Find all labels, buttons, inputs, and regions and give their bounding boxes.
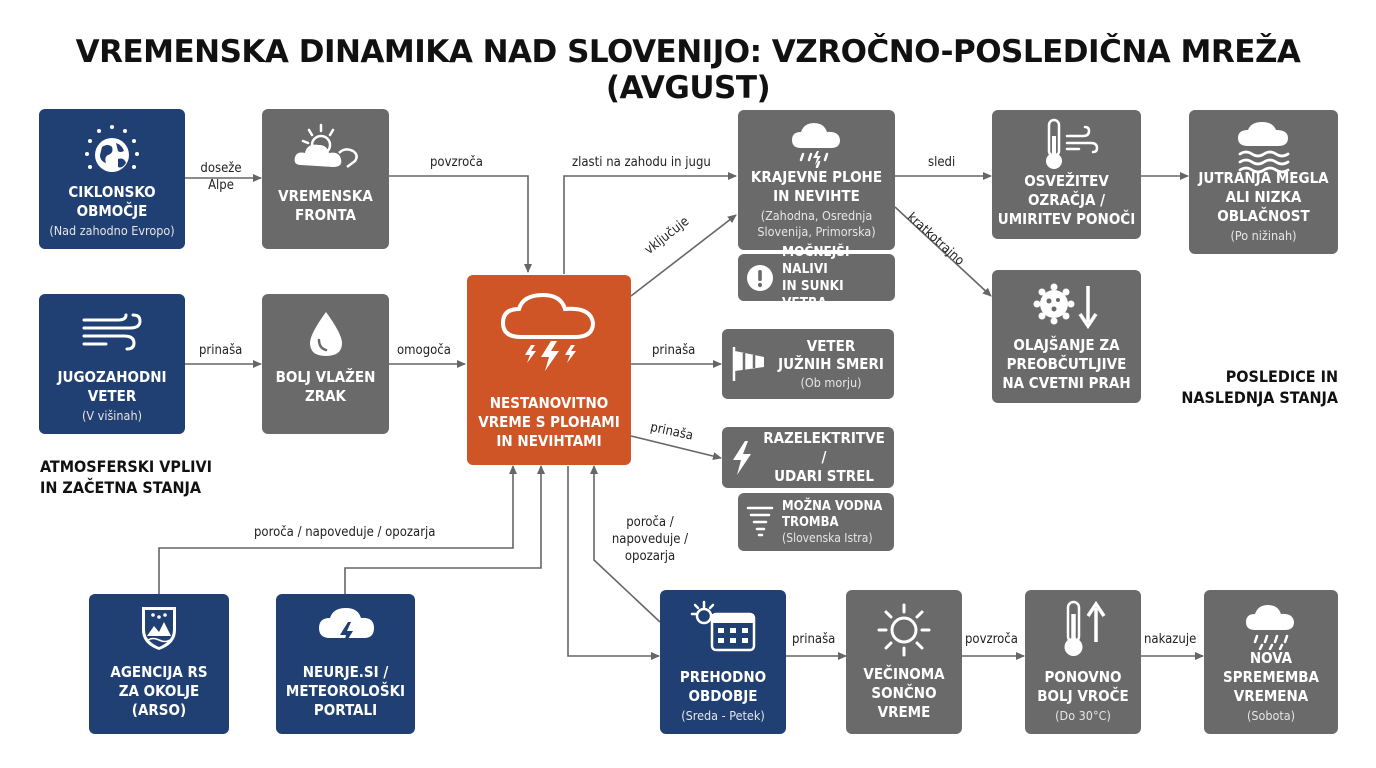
node-title: NESTANOVITNO VREME S PLOHAMI IN NEVIHTAMI	[478, 394, 620, 450]
node-vecinoma-soncno	[846, 590, 962, 734]
node-title: MOČNEJŠI NALIVI IN SUNKI VETRA	[782, 243, 850, 311]
edge-label-vkljucuje: vključuje	[642, 214, 693, 258]
edge-label-povzroca-vroce: povzroča	[965, 632, 1018, 647]
node-subtitle: (Do 30°C)	[1055, 708, 1111, 723]
node-nestanovitno-vreme	[467, 275, 631, 465]
edge-label-zlasti: zlasti na zahodu in jugu	[572, 155, 711, 170]
node-title: CIKLONSKO OBMOČJE	[68, 183, 156, 220]
node-title: BOLJ VLAŽEN ZRAK	[275, 368, 376, 405]
edge-label-prinasa: prinaša	[199, 343, 243, 358]
edge-zlasti	[564, 176, 736, 274]
pollen-down-icon	[1032, 282, 1102, 330]
edge-label-kratkotrajno: kratkotrajno	[903, 210, 967, 269]
edge-label-nakazuje: nakazuje	[1144, 632, 1197, 647]
node-arso	[89, 594, 229, 734]
node-vodna-tromba	[738, 493, 894, 551]
thermometer-wind-icon	[1035, 118, 1099, 172]
node-title: VETER JUŽNIH SMERI	[778, 337, 884, 373]
node-title: PREHODNO OBDOBJE	[679, 668, 767, 705]
node-title: VREMENSKA FRONTA	[278, 187, 373, 224]
node-title: MOŽNA VODNA TROMBA	[782, 499, 883, 530]
edge-label-poroca-prehodno: poroča / napoveduje / opozarja	[611, 515, 689, 564]
globe-stars-icon	[80, 123, 144, 183]
edge-label-poroca: poroča / napoveduje / opozarja	[254, 525, 436, 540]
node-ciklonsko-obmocje	[39, 109, 185, 249]
page-title: VREMENSKA DINAMIKA NAD SLOVENIJO: VZROČNO-POSLEDIČNA MREŽA (AVGUST)	[75, 34, 1301, 106]
edge-label-prinasa-soncno: prinaša	[792, 632, 836, 647]
node-title: VEČINOMA SONČNO VREME	[863, 665, 945, 721]
node-bolj-vlazen-zrak	[262, 294, 389, 434]
tornado-icon	[746, 504, 774, 540]
node-title: KRAJEVNE PLOHE IN NEVIHTE	[750, 168, 883, 205]
node-title: NOVA SPREMEMBA VREMENA	[1222, 649, 1320, 705]
rain-cloud-icon	[789, 122, 845, 168]
node-osvezitev	[992, 110, 1141, 239]
sun-cloud-icon	[291, 123, 361, 173]
section-label-left: ATMOSFERSKI VPLIVI IN ZAČETNA STANJA	[40, 457, 212, 497]
node-ponovno-vroce	[1025, 590, 1141, 734]
coat-of-arms-icon	[138, 604, 180, 652]
wind-icon	[80, 310, 144, 354]
node-title: NEURJE.SI / METEOROLOŠKI PORTALI	[285, 663, 406, 719]
lightning-icon	[730, 440, 754, 476]
node-mocnejsi-nalivi	[738, 243, 895, 311]
node-title: JUTRANJA MEGLA ALI NIZKA OBLAČNOST	[1198, 169, 1329, 225]
node-title: JUGOZAHODNI VETER	[57, 368, 167, 405]
edge-label-doseze: doseže Alpe	[200, 161, 242, 193]
fog-icon	[1234, 122, 1294, 174]
node-subtitle: (Zahodna, Osrednja Slovenija, Primorska)	[757, 208, 876, 239]
node-veter-juznih-smeri	[722, 329, 894, 399]
node-vremenska-fronta	[262, 109, 389, 249]
node-subtitle: (Sobota)	[1246, 708, 1296, 723]
node-jutranja-megla	[1189, 110, 1338, 254]
node-subtitle: (Slovenska Istra)	[782, 531, 873, 545]
node-subtitle: (Nad zahodno Evropo)	[49, 223, 175, 238]
alert-icon	[746, 264, 774, 292]
rain-cloud-icon	[1243, 604, 1299, 650]
node-title: PONOVNO BOLJ VROČE	[1037, 668, 1129, 705]
edge-label-povzroca: povzroča	[430, 155, 483, 170]
node-title: RAZELEKTRITVE / UDARI STREL	[763, 429, 885, 485]
edge-label-omogoca: omogoča	[397, 343, 451, 358]
edge-label-prinasa-strele: prinaša	[648, 420, 695, 444]
node-prehodno-obdobje	[660, 590, 786, 734]
edge-label-prinasa-veter: prinaša	[652, 343, 696, 358]
node-neurje-si	[276, 594, 415, 734]
node-subtitle: (Sreda - Petek)	[681, 708, 765, 723]
edge-povzroca1	[389, 176, 528, 272]
node-title: OSVEŽITEV OZRAČJA / UMIRITEV PONOČI	[997, 172, 1136, 228]
storm-cloud-icon	[316, 606, 376, 654]
node-jugozahodni-veter	[39, 294, 185, 434]
node-title: OLAJŠANJE ZA PREOBČUTLJIVE NA CVETNI PRAH	[1002, 336, 1131, 392]
storm-cloud-icon	[499, 293, 599, 373]
thermometer-up-icon	[1058, 600, 1108, 658]
droplet-icon	[308, 310, 344, 358]
node-nova-sprememba	[1204, 590, 1338, 734]
node-title: AGENCIJA RS ZA OKOLJE (ARSO)	[110, 663, 208, 719]
node-krajevne-plohe	[738, 110, 895, 250]
edge-label-sledi: sledi	[928, 155, 956, 170]
node-subtitle: (Po nižinah)	[1230, 228, 1297, 243]
windsock-icon	[730, 345, 768, 383]
sun-icon	[876, 602, 932, 658]
node-subtitle: (V višinah)	[82, 408, 142, 423]
node-subtitle: (Ob morju)	[800, 375, 862, 390]
section-label-right: POSLEDICE IN NASLEDNJA STANJA	[1181, 367, 1338, 407]
node-olajsanje	[992, 270, 1141, 403]
sun-calendar-icon	[688, 600, 758, 652]
node-razelektritve	[722, 427, 894, 488]
